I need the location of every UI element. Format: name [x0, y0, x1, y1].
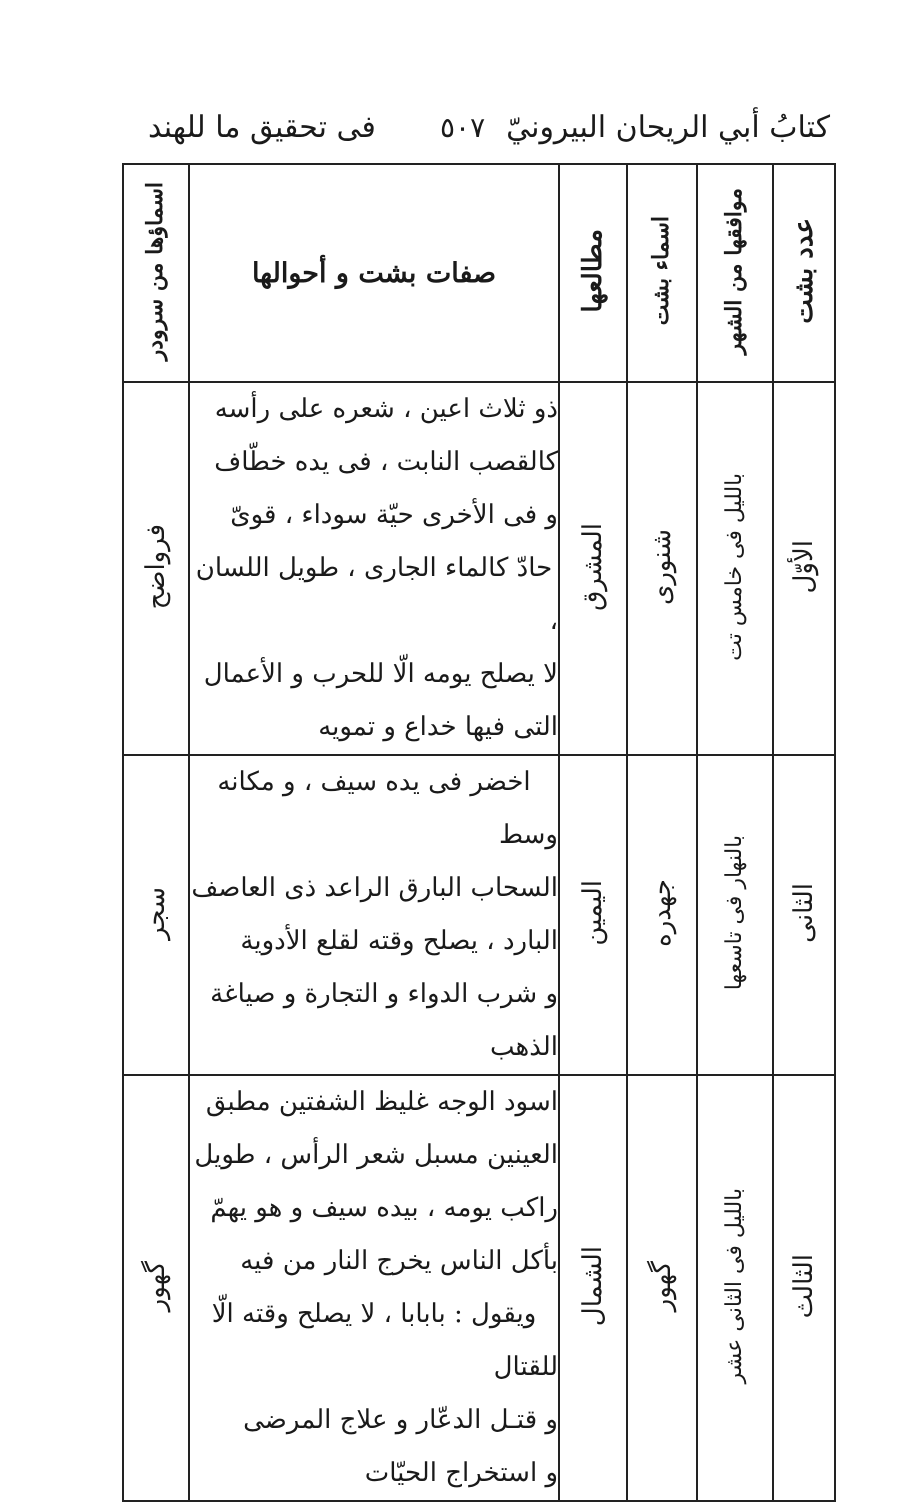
cell-name: شنورى	[627, 382, 697, 755]
description-line: حادّ كالماء الجارى ، طويل اللسان ،	[195, 553, 558, 636]
page-number: ٥٠٧	[440, 111, 486, 144]
table-row	[123, 1075, 835, 1501]
cell-direction: اليمين	[559, 755, 627, 1075]
book-title: كتابُ أبي الريحان البيرونيّ	[506, 110, 830, 145]
description-line: السحاب البارق الراعد ذى العاصف	[191, 873, 558, 903]
bisht-table	[122, 163, 836, 1502]
table-row	[123, 382, 835, 755]
book-subtitle: فى تحقيق ما للهند	[148, 110, 376, 145]
description-line: و قتـل الدعّار و علاج المرضى	[243, 1405, 558, 1435]
cell-day: بالنهار فى تاسعها	[697, 755, 773, 1075]
table-row	[123, 755, 835, 1075]
column-header-day: موافقها من الشهر	[697, 164, 773, 382]
cell-sarwadar: فرواضح	[123, 382, 189, 755]
cell-direction: الشمال	[559, 1075, 627, 1501]
description-line: الذهب	[489, 1032, 558, 1062]
cell-description	[189, 1075, 559, 1501]
cell-description	[189, 755, 559, 1075]
description-line: و استخراج الحيّات	[364, 1458, 558, 1488]
description-line: لا يصلح يومه الّا للحرب و الأعمال	[203, 659, 558, 689]
description-line: كالقصب النابت ، فى يده خطّاف	[214, 447, 558, 477]
cell-number: الثانى	[773, 755, 835, 1075]
column-header-name: اسماء بشت	[627, 164, 697, 382]
cell-sarwadar: سجر	[123, 755, 189, 1075]
cell-day: بالليل فى الثانى عشر	[697, 1075, 773, 1501]
description-line: ذو ثلاث اعين ، شعره على رأسه	[214, 394, 558, 424]
cell-name: گهور	[627, 1075, 697, 1501]
cell-direction: المشرق	[559, 382, 627, 755]
description-line: و فى الأخرى حيّة سوداء ، قوىّ	[230, 500, 558, 530]
description-line: و شرب الدواء و التجارة و صياغة	[210, 979, 558, 1009]
description-line: البارد ، يصلح وقته لقلع الأدوية	[240, 926, 558, 956]
column-header-number: عدد بشت	[773, 164, 835, 382]
description-line: راكب يومه ، بيده سيف و هو يهمّ	[210, 1193, 558, 1223]
cell-sarwadar: گهور	[123, 1075, 189, 1501]
cell-name: جهدره	[627, 755, 697, 1075]
cell-description	[189, 382, 559, 755]
column-header-direction: مطالعها	[559, 164, 627, 382]
cell-number: الأوّل	[773, 382, 835, 755]
page-header	[130, 100, 830, 156]
description-line: التى فيها خداع و تمويه	[318, 712, 558, 742]
description-line: بأكل الناس يخرج النار من فيه	[240, 1246, 558, 1276]
table-header-row	[123, 164, 835, 382]
column-header-sarwadar: اسماؤها من سرودر	[123, 164, 189, 382]
column-header-description: صفات بشت و أحوالها	[189, 164, 559, 382]
description-line: اخضر فى يده سيف ، و مكانه وسط	[217, 767, 558, 850]
description-line: العينين مسبل شعر الرأس ، طويل	[194, 1140, 558, 1170]
description-line: اسود الوجه غليظ الشفتين مطبق	[205, 1087, 558, 1117]
cell-day: بالليل فى خامس تت	[697, 382, 773, 755]
description-line: ويقول : بابابا ، لا يصلح وقته الّا للقتال	[211, 1299, 558, 1382]
cell-number: الثالث	[773, 1075, 835, 1501]
